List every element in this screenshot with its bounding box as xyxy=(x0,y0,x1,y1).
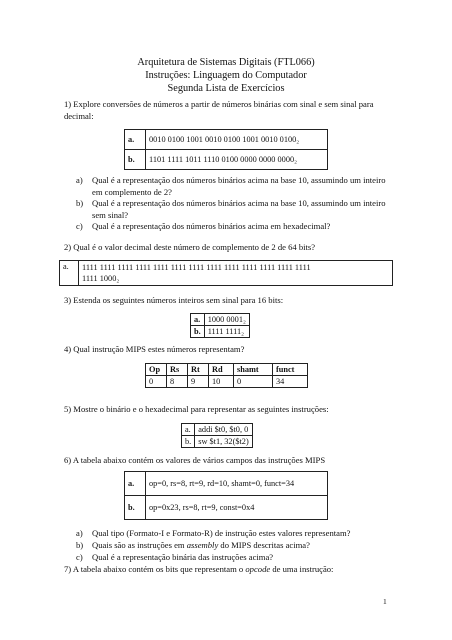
cell: 0 xyxy=(146,376,167,388)
sub-text: Qual é a representação dos números binários acima na base 10, assumindo um inteiro sem sinal? xyxy=(92,198,386,220)
table-row xyxy=(125,472,328,496)
row-label: b. xyxy=(125,150,146,170)
row-label: b. xyxy=(182,436,195,448)
table-row xyxy=(125,496,328,520)
question-3-text: 3) Estenda os seguintes números inteiros sem sinal para 16 bits: xyxy=(64,295,284,305)
question-4-text: 4) Qual instrução MIPS estes números representam? xyxy=(64,344,245,354)
col-header: Rt xyxy=(188,364,209,376)
table-row xyxy=(182,436,253,448)
text-emphasis: opcode xyxy=(245,564,271,574)
col-header: Rd xyxy=(209,364,234,376)
question-5-table xyxy=(181,423,253,448)
table-row xyxy=(125,130,328,150)
page-number: 1 xyxy=(383,597,387,606)
sub-label: b) xyxy=(76,198,84,208)
table-row xyxy=(146,376,308,388)
col-header: Op xyxy=(146,364,167,376)
row-label: b. xyxy=(125,496,146,520)
question-5-text: 5) Mostre o binário e o hexadecimal para representar as seguintes instruções: xyxy=(64,404,329,414)
sub-label: c) xyxy=(76,552,83,562)
row-label: a. xyxy=(191,314,205,326)
sub-text: Qual é a representação binária das instruções acima? xyxy=(92,552,274,562)
question-1-table xyxy=(124,129,328,170)
sub-label: a) xyxy=(76,175,83,185)
question-3-table xyxy=(190,313,250,338)
cell: 34 xyxy=(273,376,308,388)
row-value xyxy=(79,261,393,286)
question-2-text: 2) Qual é o valor decimal deste número de complemento de 2 de 64 bits? xyxy=(64,242,316,252)
text-part: do MIPS descritas acima? xyxy=(218,540,310,550)
sub-label: a) xyxy=(76,528,83,538)
row-label: a. xyxy=(182,424,195,436)
table-header-row xyxy=(146,364,308,376)
sub-text: Qual é a representação dos números binários acima na base 10, assumindo um inteiro em complemento de 2? xyxy=(92,175,386,197)
sub-text xyxy=(92,540,390,552)
cell: 8 xyxy=(167,376,188,388)
row-value: 0010 0100 1001 0010 0100 1001 0010 0100₂ xyxy=(146,130,328,150)
row-value: op=0x23, rs=8, rt=9, const=0x4 xyxy=(146,496,328,520)
text-part: Quais são as instruções em xyxy=(92,540,187,550)
table-row xyxy=(60,261,393,286)
document-title: Arquitetura de Sistemas Digitais (FTL066) xyxy=(137,57,315,68)
text-part: 7) A tabela abaixo contém os bits que representam o xyxy=(64,564,246,574)
row-value: addi $t0, $t0, 0 xyxy=(195,424,252,436)
row-value: 1000 0001₂ xyxy=(204,314,249,326)
row-label: b. xyxy=(191,326,205,338)
list-title: Segunda Lista de Exercícios xyxy=(167,83,285,94)
col-header: funct xyxy=(273,364,308,376)
row-label: a. xyxy=(125,130,146,150)
row-value: sw $t1, 32($t2) xyxy=(195,436,252,448)
text-emphasis: assembly xyxy=(186,540,219,550)
row-label: a. xyxy=(125,472,146,496)
table-row xyxy=(191,314,250,326)
row-value: op=0, rs=8, rt=9, rd=10, shamt=0, funct=34 xyxy=(146,472,328,496)
question-4-table xyxy=(145,363,308,388)
table-row xyxy=(191,326,250,338)
row-label: a. xyxy=(60,261,79,286)
cell: 9 xyxy=(188,376,209,388)
text-part: de uma instrução: xyxy=(270,564,334,574)
sub-label: c) xyxy=(76,221,83,231)
col-header: Rs xyxy=(167,364,188,376)
sub-text: Qual tipo (Formato-I e Formato-R) de instrução estes valores representam? xyxy=(92,528,351,538)
row-value: 1111 1111₂ xyxy=(204,326,249,338)
table-row xyxy=(182,424,253,436)
question-6-text: 6) A tabela abaixo contém os valores de vários campos das instruções MIPS xyxy=(64,455,326,465)
cell: 10 xyxy=(209,376,234,388)
question-1-text: 1) Explore conversões de números a partir de números binárias com sinal e sem sinal para decimal: xyxy=(64,99,374,121)
sub-text: Qual é a representação dos números binários acima em hexadecimal? xyxy=(92,221,331,231)
table-row xyxy=(125,150,328,170)
question-2-table xyxy=(59,260,393,286)
question-7-text xyxy=(64,564,390,576)
col-header: shamt xyxy=(234,364,273,376)
value-line-2: 1111 1000₂ xyxy=(82,274,120,283)
cell: 0 xyxy=(234,376,273,388)
value-line-1: 1111 1111 1111 1111 1111 1111 1111 1111 1111 1111 1111 1111 1111 xyxy=(82,263,311,272)
row-value: 1101 1111 1011 1110 0100 0000 0000 0000₂ xyxy=(146,150,328,170)
document-subtitle: Instruções: Linguagem do Computador xyxy=(145,70,307,81)
question-6-table xyxy=(124,471,328,520)
sub-label: b) xyxy=(76,540,84,550)
